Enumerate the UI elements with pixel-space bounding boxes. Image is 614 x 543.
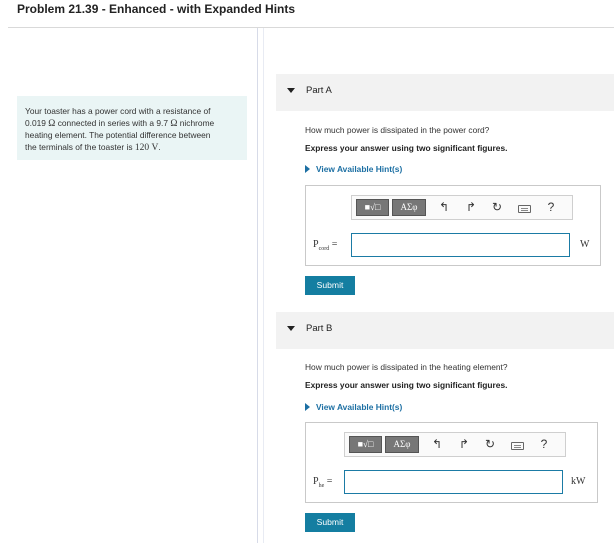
part-b-question: How much power is dissipated in the heating element?	[305, 362, 508, 372]
context-line-2: 0.019 Ω connected in series with a 9.7 Ω nichrome	[25, 117, 215, 129]
part-a-header[interactable]	[276, 74, 614, 111]
part-a-math-toolbar	[351, 195, 573, 220]
context-line-3: heating element. The potential difference between	[25, 130, 211, 140]
part-b-header[interactable]	[276, 312, 614, 349]
column-divider	[257, 28, 258, 543]
caret-right-icon	[305, 403, 310, 411]
title-divider	[8, 27, 614, 28]
page-title: Problem 21.39 - Enhanced - with Expanded Hints	[17, 2, 296, 16]
column-divider-inner	[263, 28, 264, 543]
part-a-variable: $P_{cord}$ =	[313, 239, 338, 252]
redo-icon[interactable]: ↱	[458, 437, 470, 451]
part-b-math-toolbar	[344, 432, 566, 457]
part-b-hints-link[interactable]: View Available Hint(s)	[305, 402, 402, 412]
reset-icon[interactable]: ↻	[491, 200, 503, 214]
symbols-button[interactable]: ΑΣφ	[385, 436, 419, 453]
part-b-unit: kW	[571, 476, 586, 487]
templates-button[interactable]: ■√□	[356, 199, 389, 216]
part-b-label: Part B	[306, 323, 333, 334]
symbols-button[interactable]: ΑΣφ	[392, 199, 426, 216]
part-a-unit: W	[580, 239, 590, 250]
part-a-hints-link[interactable]: View Available Hint(s)	[305, 164, 402, 174]
part-b-variable: $P_{he}$ =	[313, 476, 333, 489]
part-b-submit-button[interactable]: Submit	[305, 513, 355, 532]
keyboard-icon[interactable]	[511, 442, 524, 450]
part-b-instruction: Express your answer using two significant figures.	[305, 380, 508, 390]
part-a-answer-box	[305, 185, 601, 266]
undo-icon[interactable]: ↰	[431, 437, 443, 451]
reset-icon[interactable]: ↻	[484, 437, 496, 451]
part-b-answer-box	[305, 422, 598, 503]
undo-icon[interactable]: ↰	[438, 200, 450, 214]
part-a-question: How much power is dissipated in the power cord?	[305, 125, 490, 135]
part-b-answer-input[interactable]	[344, 470, 563, 494]
part-a-instruction: Express your answer using two significant figures.	[305, 143, 508, 153]
collapse-triangle-icon[interactable]	[287, 88, 295, 93]
part-a-label: Part A	[306, 85, 332, 96]
help-icon[interactable]: ?	[547, 200, 555, 214]
caret-right-icon	[305, 165, 310, 173]
part-a-answer-input[interactable]	[351, 233, 570, 257]
help-icon[interactable]: ?	[540, 437, 548, 451]
problem-context	[17, 96, 247, 160]
context-line-4: the terminals of the toaster is 120 V.	[25, 141, 161, 153]
context-line-1: Your toaster has a power cord with a resistance of	[25, 106, 211, 116]
keyboard-icon[interactable]	[518, 205, 531, 213]
collapse-triangle-icon[interactable]	[287, 326, 295, 331]
redo-icon[interactable]: ↱	[465, 200, 477, 214]
part-a-submit-button[interactable]: Submit	[305, 276, 355, 295]
templates-button[interactable]: ■√□	[349, 436, 382, 453]
